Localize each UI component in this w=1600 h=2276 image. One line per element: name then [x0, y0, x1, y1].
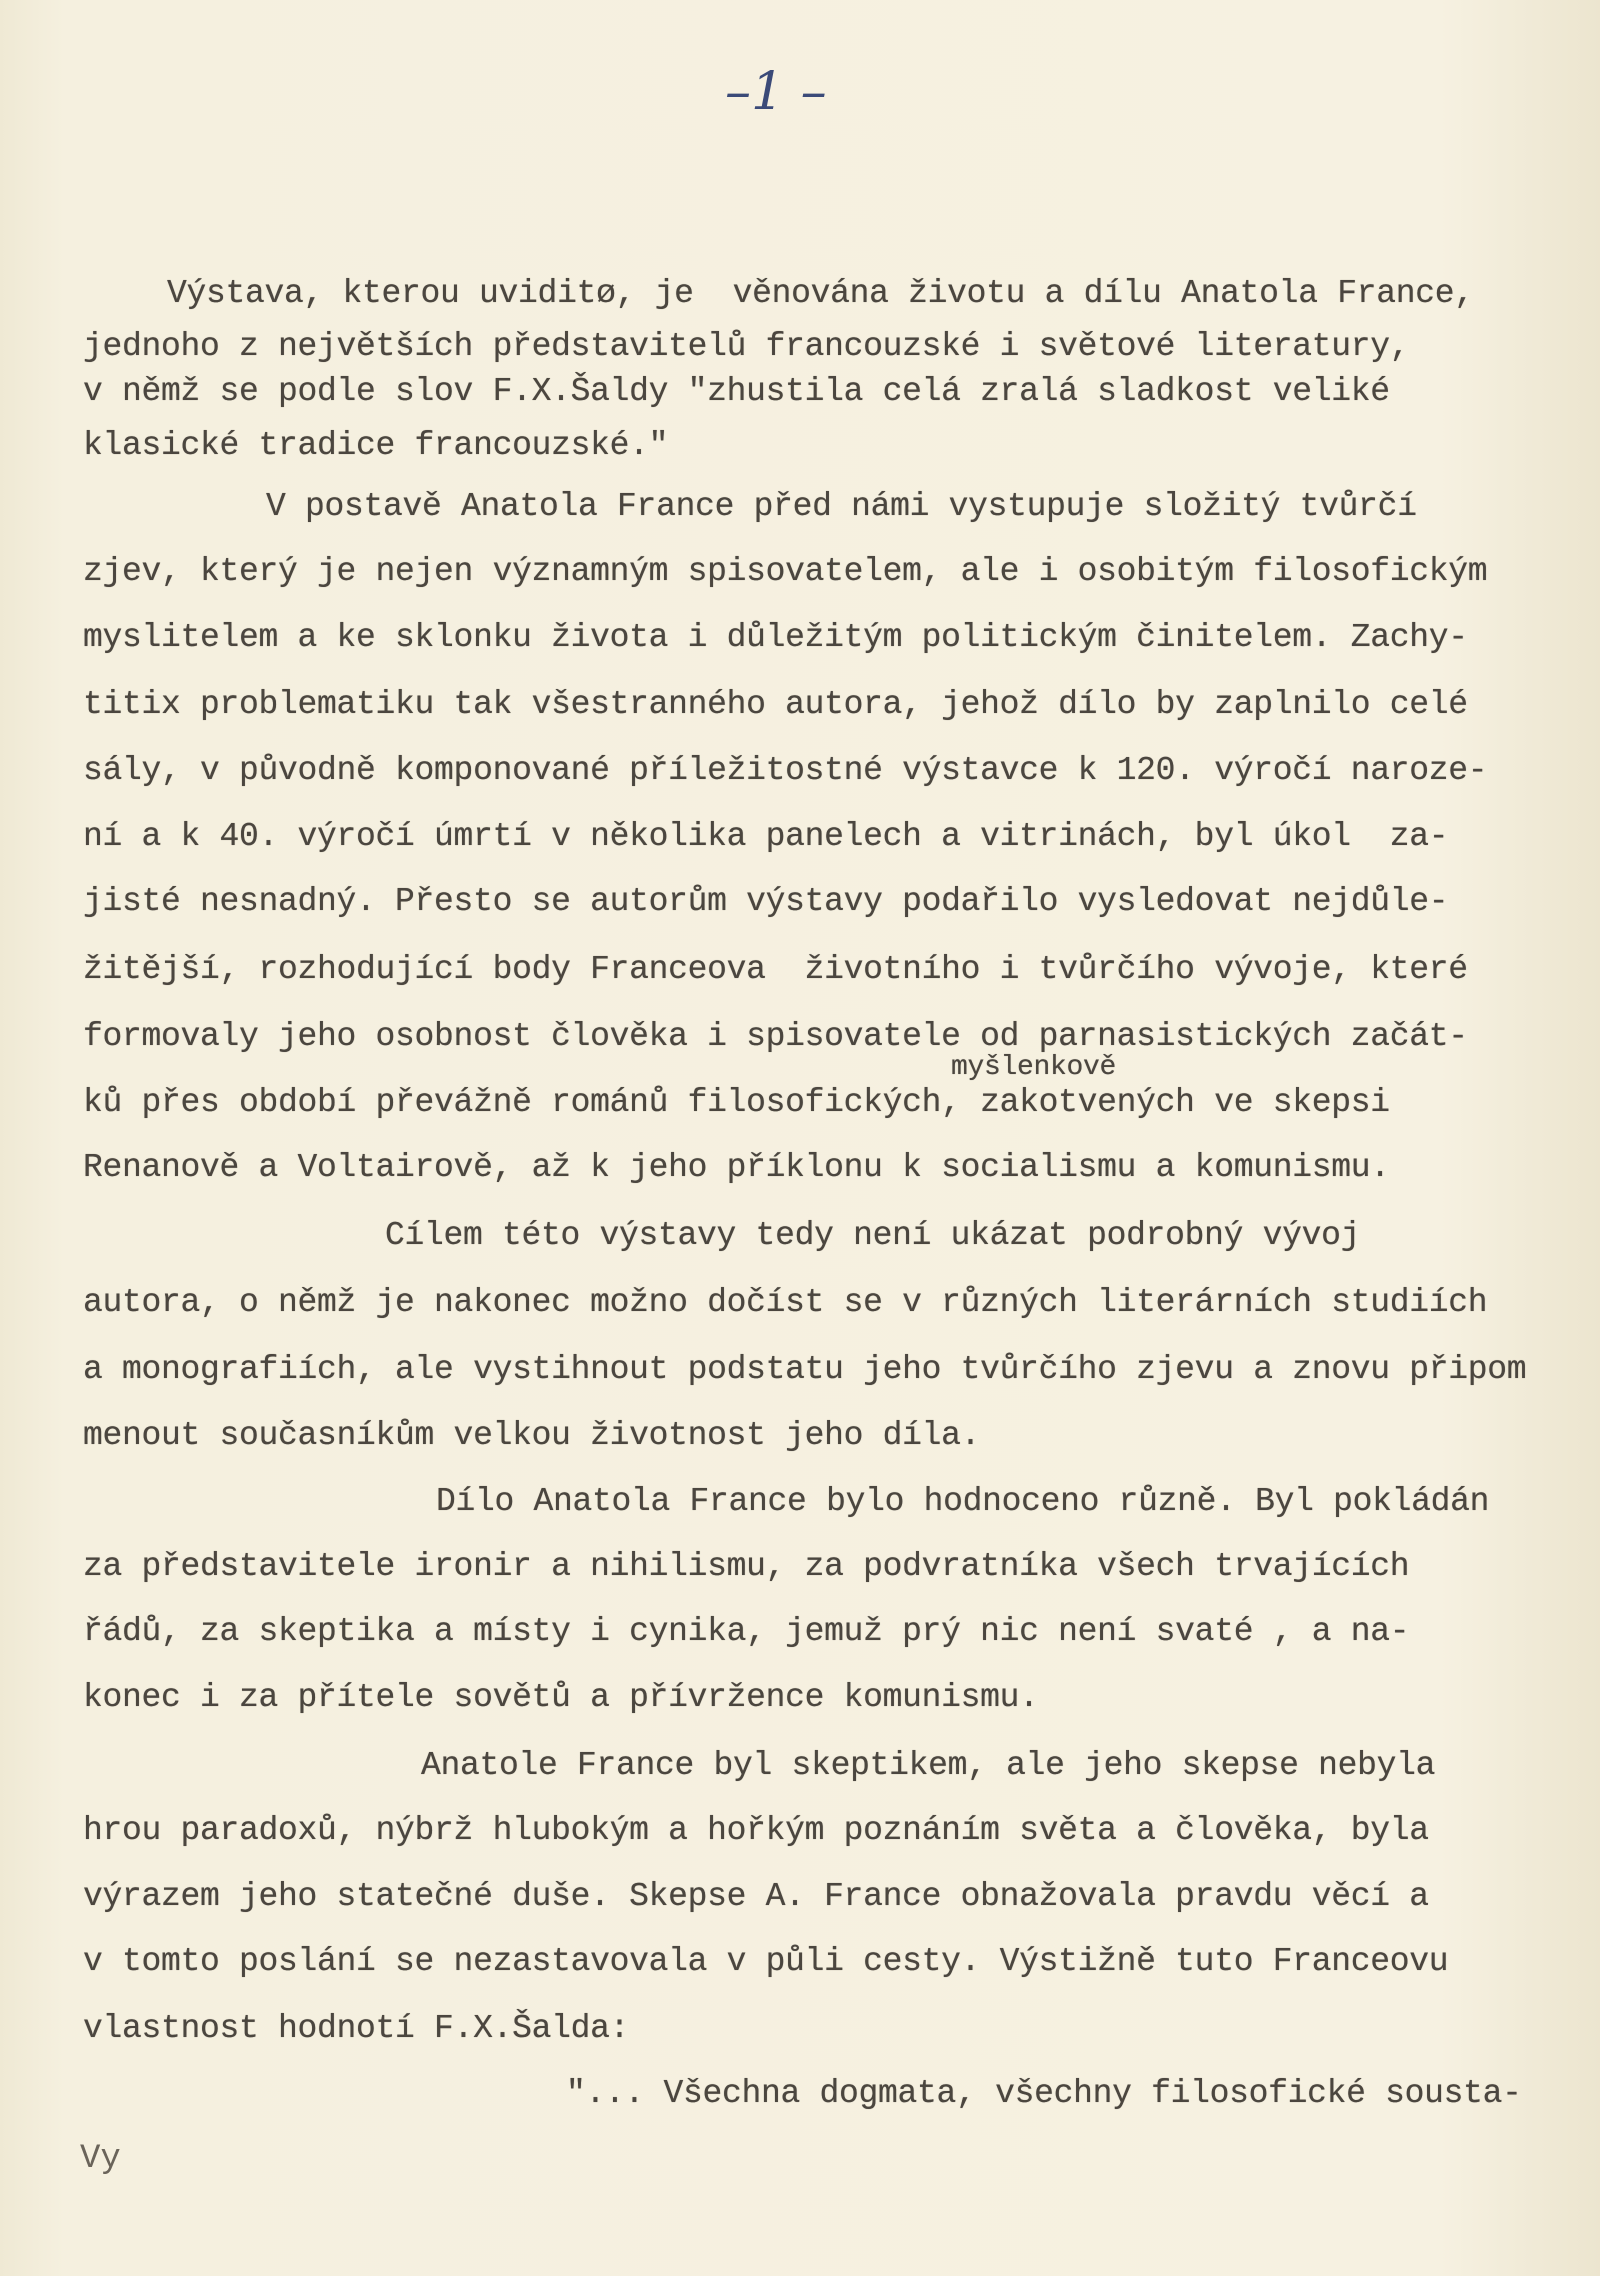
text-line: Výstava, kterou uviditø, je věnována životu a dílu Anatola France,: [167, 275, 1474, 312]
text-line: v tomto poslání se nezastavovala v půli cesty. Výstižně tuto Franceovu: [83, 1943, 1449, 1980]
text-line: Renanově a Voltairově, až k jeho příklonu k socialismu a komunismu.: [83, 1149, 1390, 1186]
text-line: hrou paradoxů, nýbrž hlubokým a hořkým poznáním světa a člověka, byla: [83, 1812, 1429, 1849]
text-line: ků přes období převážně románů filosofických, zakotvených ve skepsi: [83, 1084, 1390, 1121]
text-line: a monografiích, ale vystihnout podstatu jeho tvůrčího zjevu a znovu připom: [83, 1351, 1527, 1388]
text-line: žitější, rozhodující body Franceova životního i tvůrčího vývoje, které: [83, 951, 1468, 988]
text-line: autora, o němž je nakonec možno dočíst se v různých literárních studiích: [83, 1284, 1488, 1321]
text-line: v němž se podle slov F.X.Šaldy "zhustila celá zralá sladkost veliké: [83, 373, 1390, 410]
text-line: formovaly jeho osobnost člověka i spisovatele od parnasistických začát-: [83, 1018, 1468, 1055]
text-line: ní a k 40. výročí úmrtí v několika panelech a vitrinách, byl úkol za-: [83, 818, 1449, 855]
catchword: Vy: [80, 2140, 121, 2178]
text-line: jisté nesnadný. Přesto se autorům výstavy podařilo vysledovat nejdůle-: [83, 883, 1449, 920]
text-line: konec i za přítele sovětů a přívržence komunismu.: [83, 1679, 1039, 1716]
text-line: sály, v původně komponované příležitostné výstavce k 120. výročí naroze-: [83, 752, 1488, 789]
text-line: klasické tradice francouzské.": [83, 427, 669, 464]
text-line: "... Všechna dogmata, všechny filosofické sousta-: [566, 2075, 1522, 2112]
page-number: –1 –: [725, 62, 827, 122]
interlinear-insertion: myšlenkově: [951, 1052, 1117, 1083]
text-line: zjev, který je nejen významným spisovatelem, ale i osobitým filosofickým: [83, 553, 1488, 590]
text-line: menout současníkům velkou životnost jeho díla.: [83, 1417, 981, 1454]
text-line: za představitele ironir a nihilismu, za podvratníka všech trvajících: [83, 1548, 1410, 1585]
text-line: řádů, za skeptika a místy i cynika, jemuž prý nic není svaté , a na-: [83, 1613, 1410, 1650]
text-line: Dílo Anatola France bylo hodnoceno různě. Byl pokládán: [436, 1483, 1490, 1520]
text-line: Cílem této výstavy tedy není ukázat podrobný vývoj: [385, 1217, 1361, 1254]
text-line: Anatole France byl skeptikem, ale jeho skepse nebyla: [421, 1747, 1436, 1784]
text-line: výrazem jeho statečné duše. Skepse A. France obnažovala pravdu věcí a: [83, 1878, 1429, 1915]
text-line: jednoho z největších představitelů francouzské i světové literatury,: [83, 328, 1410, 365]
text-line: vlastnost hodnotí F.X.Šalda:: [83, 2010, 630, 2047]
text-line: myslitelem a ke sklonku života i důležitým politickým činitelem. Zachy-: [83, 619, 1468, 656]
text-line: titix problematiku tak všestranného autora, jehož dílo by zaplnilo celé: [83, 686, 1468, 723]
text-line: V postavě Anatola France před námi vystupuje složitý tvůrčí: [266, 488, 1417, 525]
